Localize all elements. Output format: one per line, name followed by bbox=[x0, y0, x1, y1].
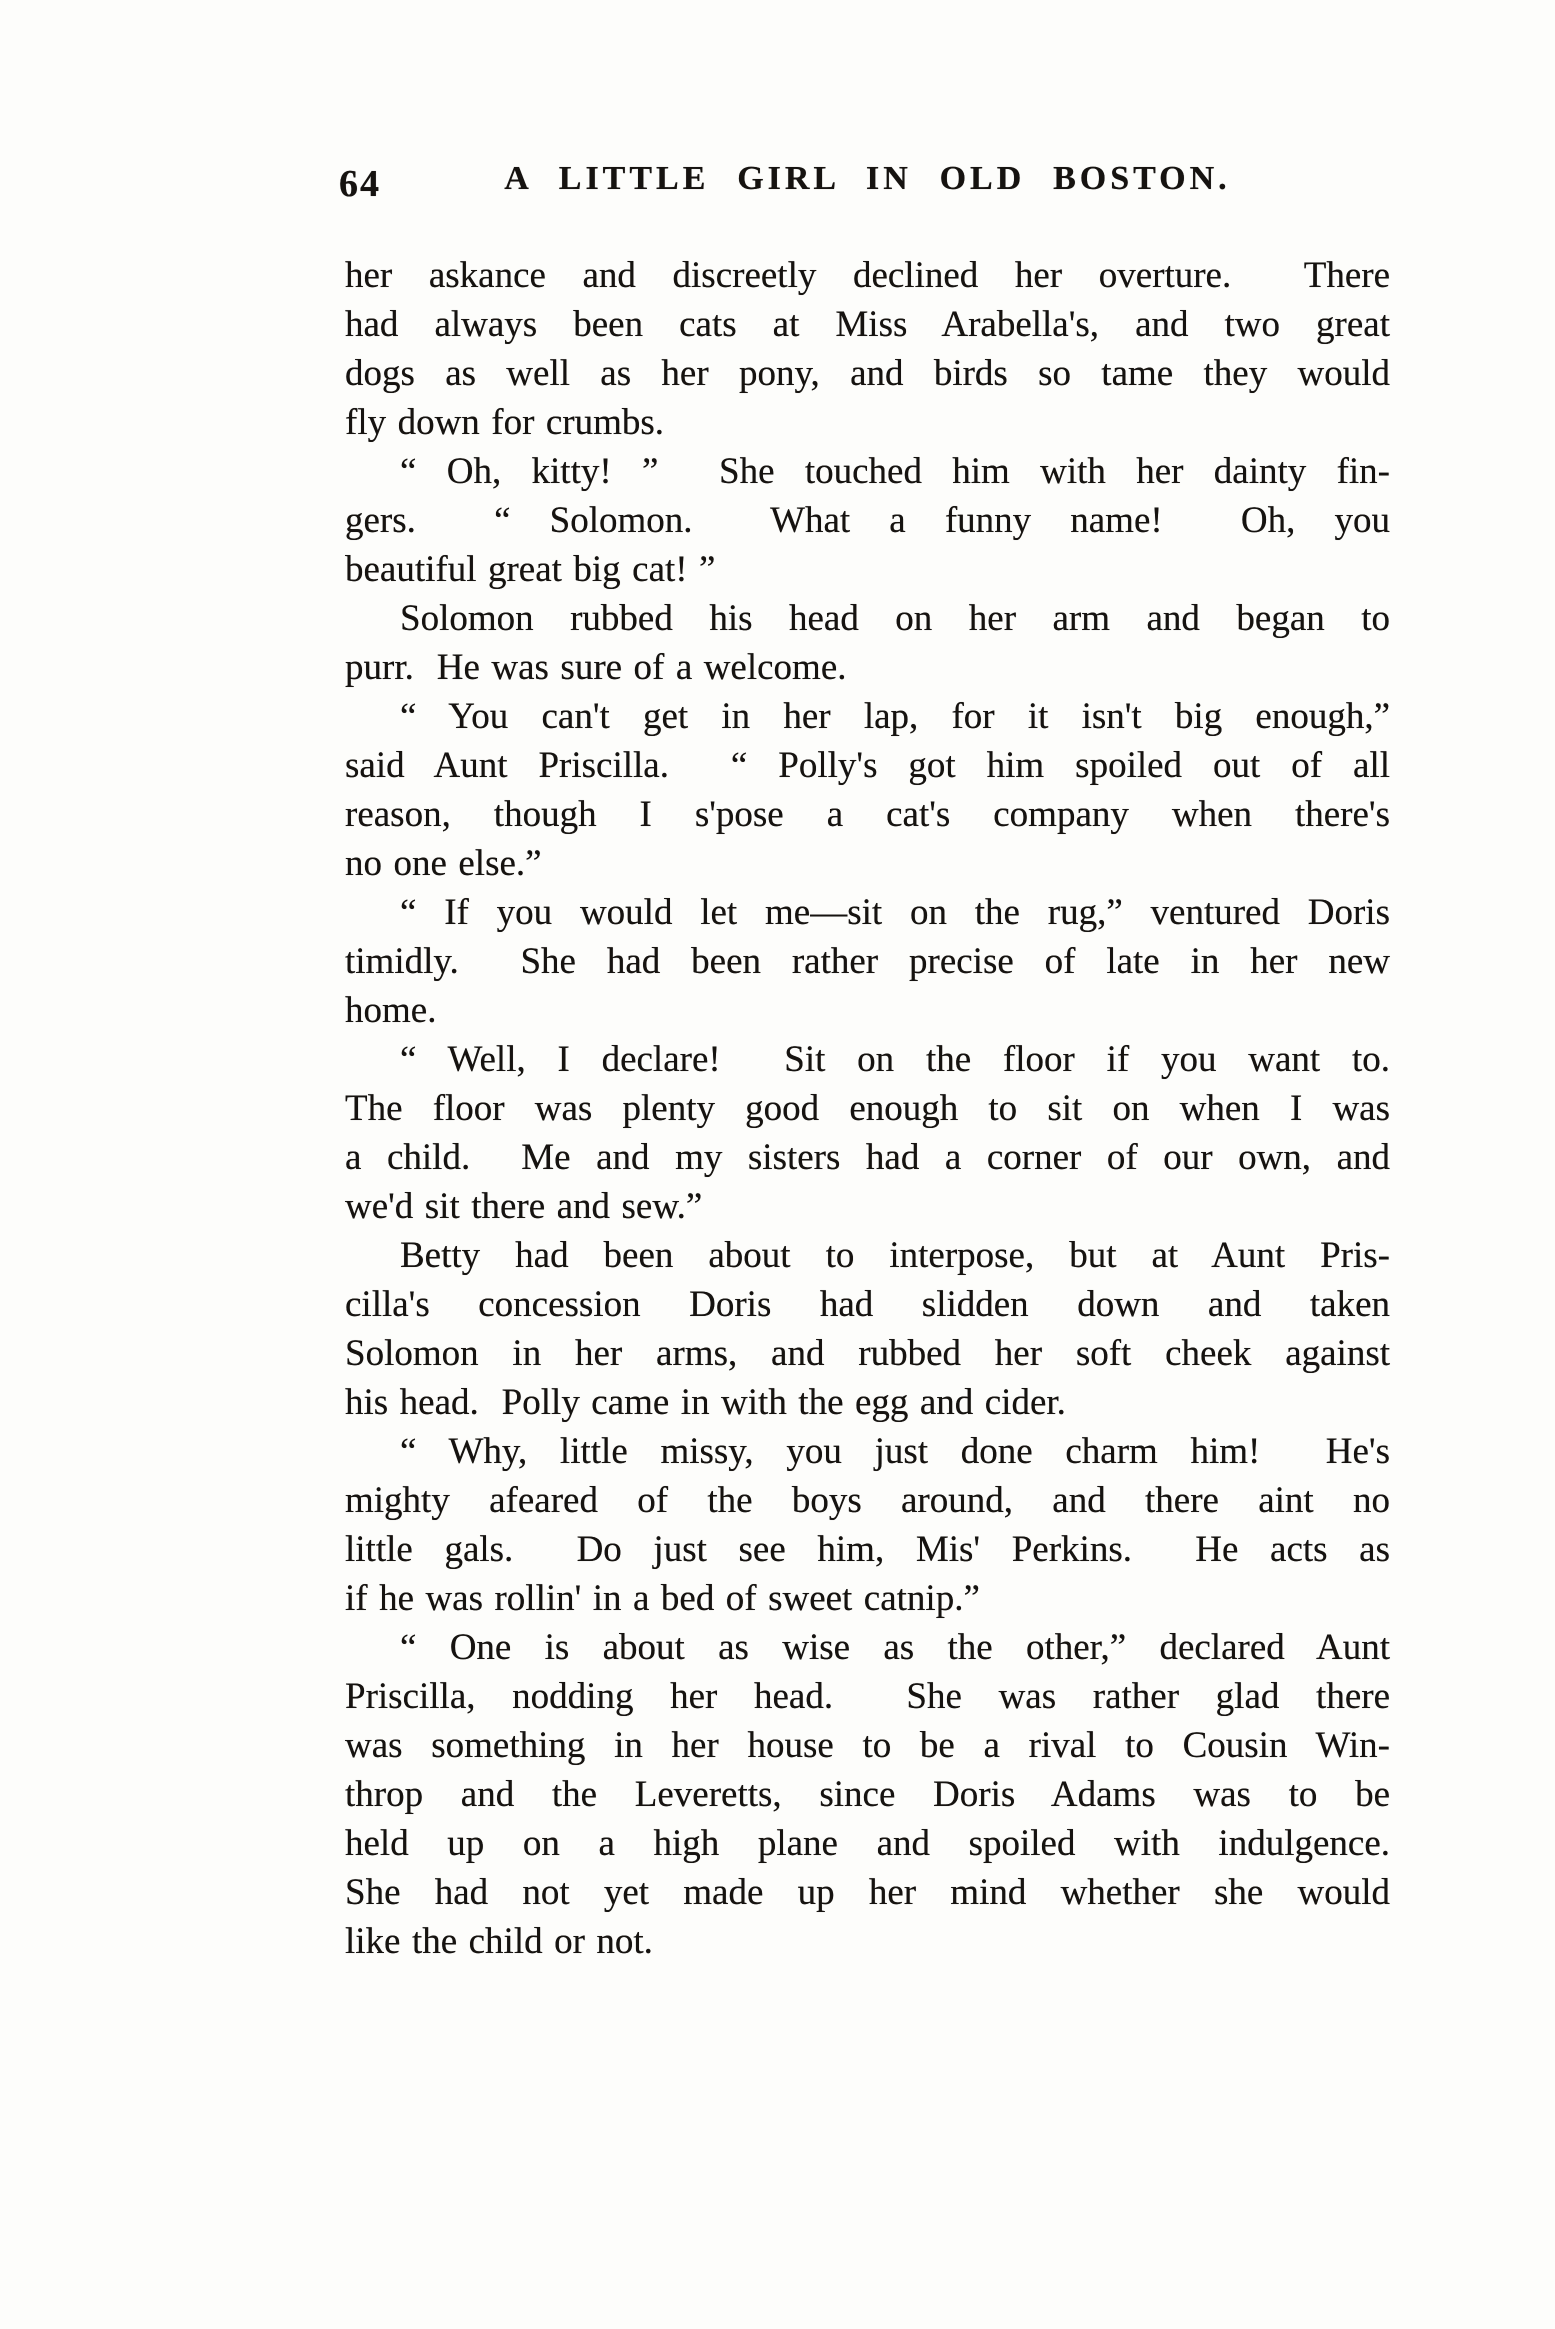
text-line: Betty had been about to interpose, but at Aunt Pris- bbox=[400, 1235, 1390, 1276]
text-line: we'd sit there and sew.” bbox=[345, 1186, 703, 1227]
paragraph bbox=[345, 1623, 1390, 1966]
text-line: Solomon rubbed his head on her arm and began to bbox=[400, 598, 1390, 639]
text-line: mighty afeared of the boys around, and there aint no bbox=[345, 1480, 1390, 1521]
text-line: dogs as well as her pony, and birds so tame they would bbox=[345, 353, 1390, 394]
page-number: 64 bbox=[339, 163, 381, 205]
text-line: her askance and discreetly declined her overture. There bbox=[345, 255, 1390, 296]
text-line: like the child or not. bbox=[345, 1921, 653, 1962]
text-line: no one else.” bbox=[345, 843, 542, 884]
text-line: timidly. She had been rather precise of late in her new bbox=[345, 941, 1390, 982]
text-line: reason, though I s'pose a cat's company when there's bbox=[345, 794, 1390, 835]
text-line: had always been cats at Miss Arabella's, and two great bbox=[345, 304, 1390, 345]
text-line: “ Well, I declare! Sit on the floor if you want to. bbox=[400, 1039, 1390, 1080]
running-title: A LITTLE GIRL IN OLD BOSTON. bbox=[504, 160, 1231, 197]
text-line: “ You can't get in her lap, for it isn't big enough,” bbox=[400, 696, 1390, 737]
running-head bbox=[339, 160, 1390, 212]
paragraph bbox=[345, 1427, 1390, 1623]
text-line: “ One is about as wise as the other,” declared Aunt bbox=[400, 1627, 1390, 1668]
text-line: She had not yet made up her mind whether she would bbox=[345, 1872, 1390, 1913]
text-line: said Aunt Priscilla. “ Polly's got him spoiled out of all bbox=[345, 745, 1390, 786]
text-line: gers. “ Solomon. What a funny name! Oh, you bbox=[345, 500, 1390, 541]
text-line: little gals. Do just see him, Mis' Perkins. He acts as bbox=[345, 1529, 1390, 1570]
text-line: was something in her house to be a rival to Cousin Win- bbox=[345, 1725, 1390, 1766]
paragraph bbox=[345, 1231, 1390, 1427]
paragraph bbox=[345, 692, 1390, 888]
text-line: if he was rollin' in a bed of sweet catnip.” bbox=[345, 1578, 980, 1619]
text-line: throp and the Leveretts, since Doris Adams was to be bbox=[345, 1774, 1390, 1815]
text-line: “ Why, little missy, you just done charm him! He's bbox=[400, 1431, 1390, 1472]
paragraph bbox=[345, 447, 1390, 594]
text-line: fly down for crumbs. bbox=[345, 402, 665, 443]
text-line: a child. Me and my sisters had a corner of our own, and bbox=[345, 1137, 1390, 1178]
text-line: Solomon in her arms, and rubbed her soft cheek against bbox=[345, 1333, 1390, 1374]
paragraph bbox=[345, 594, 1390, 692]
text-line: purr. He was sure of a welcome. bbox=[345, 647, 847, 688]
page-body bbox=[345, 251, 1390, 1966]
text-line: cilla's concession Doris had slidden down and taken bbox=[345, 1284, 1390, 1325]
text-line: Priscilla, nodding her head. She was rather glad there bbox=[345, 1676, 1390, 1717]
text-line: held up on a high plane and spoiled with indulgence. bbox=[345, 1823, 1390, 1864]
text-line: home. bbox=[345, 990, 437, 1031]
text-line: “ Oh, kitty! ” She touched him with her dainty fin- bbox=[400, 451, 1390, 492]
text-line: beautiful great big cat! ” bbox=[345, 549, 716, 590]
paragraph bbox=[345, 888, 1390, 1035]
text-line: “ If you would let me—sit on the rug,” ventured Doris bbox=[400, 892, 1390, 933]
paragraph bbox=[345, 251, 1390, 447]
text-line: his head. Polly came in with the egg and cider. bbox=[345, 1382, 1066, 1423]
text-line: The floor was plenty good enough to sit on when I was bbox=[345, 1088, 1390, 1129]
paragraph bbox=[345, 1035, 1390, 1231]
